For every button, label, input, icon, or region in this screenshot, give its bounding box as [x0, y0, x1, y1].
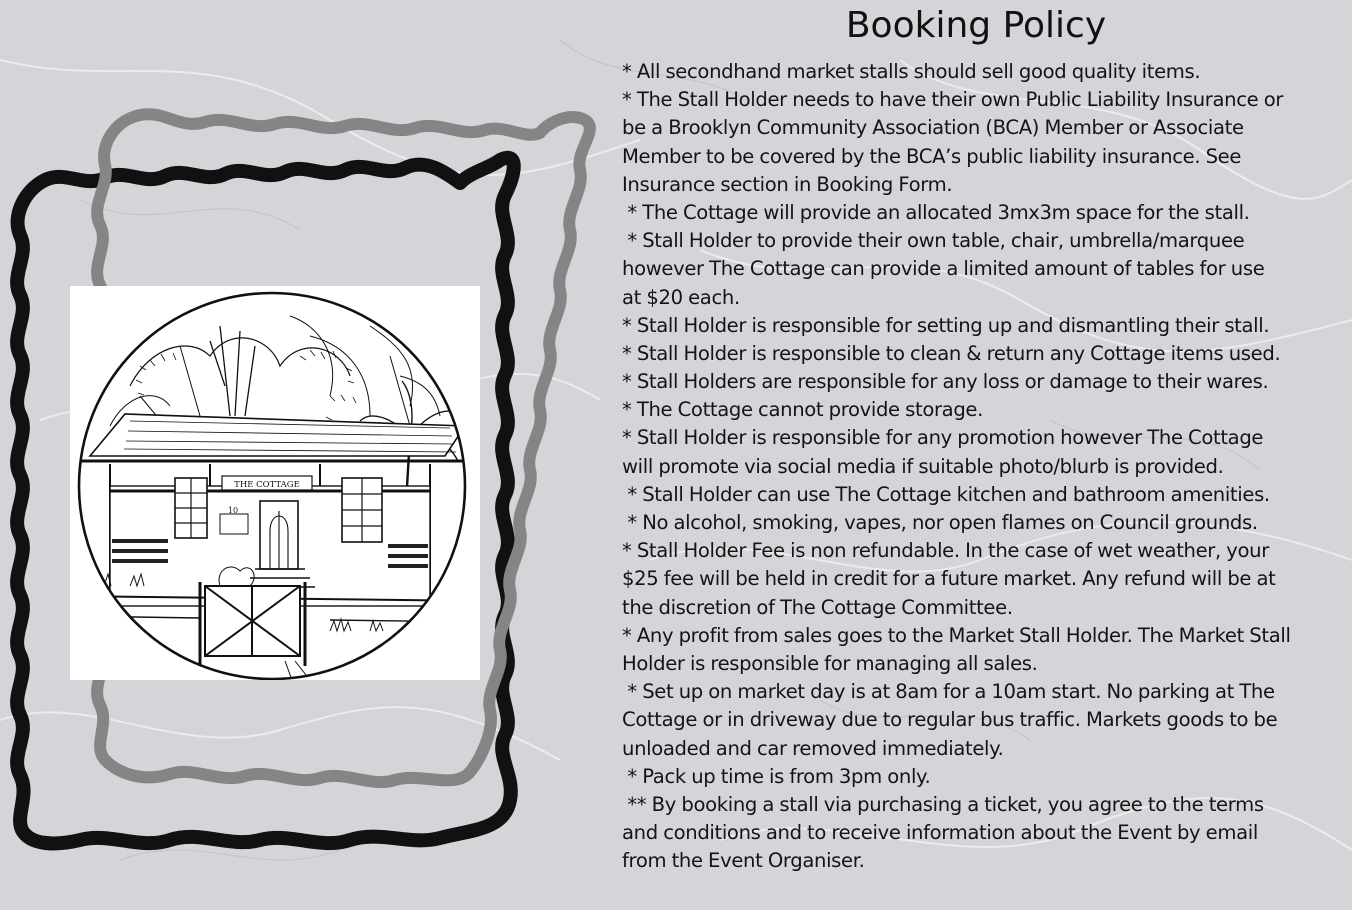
- policy-line: Holder is responsible for managing all sales.: [622, 651, 1038, 675]
- policy-line: the discretion of The Cottage Committee.: [622, 595, 1013, 619]
- policy-line: $25 fee will be held in credit for a future market. Any refund will be at: [622, 567, 1276, 591]
- policy-line: * Stall Holder to provide their own table, chair, umbrella/marquee: [622, 229, 1245, 253]
- policy-line: Insurance section in Booking Form.: [622, 172, 953, 196]
- policy-line: * Stall Holder is responsible for any promotion however The Cottage: [622, 426, 1264, 450]
- policy-line: Cottage or in driveway due to regular bus traffic. Markets goods to be: [622, 708, 1278, 732]
- policy-line: * Stall Holder is responsible to clean & return any Cottage items used.: [622, 341, 1281, 365]
- cottage-photo: [70, 286, 480, 680]
- cottage-sign: THE COTTAGE: [234, 480, 300, 490]
- policy-line: * The Cottage will provide an allocated 3mx3m space for the stall.: [622, 200, 1250, 224]
- policy-line: ** By booking a stall via purchasing a ticket, you agree to the terms: [622, 792, 1264, 816]
- page-title: Booking Policy: [845, 5, 1107, 46]
- policy-line: * No alcohol, smoking, vapes, nor open flames on Council grounds.: [622, 511, 1258, 534]
- house-number: 10: [227, 506, 239, 515]
- policy-line: unloaded and car removed immediately.: [622, 736, 1004, 760]
- policy-line: * Stall Holder is responsible for setting up and dismantling their stall.: [622, 313, 1270, 337]
- policy-line: * Pack up time is from 3pm only.: [622, 764, 931, 788]
- policy-line: * Any profit from sales goes to the Market Stall Holder. The Market Stall: [622, 623, 1291, 647]
- policy-line: * All secondhand market stalls should sell good quality items.: [622, 60, 1201, 83]
- policy-line: at $20 each.: [622, 285, 740, 309]
- policy-line: Member to be covered by the BCA’s public liability insurance. See: [622, 144, 1242, 168]
- policy-text: [622, 58, 1350, 875]
- policy-line: be a Brooklyn Community Association (BCA) Member or Associate: [622, 116, 1244, 140]
- policy-line: will promote via social media if suitable photo/blurb is provided.: [622, 454, 1224, 478]
- cottage-drawing-icon: [70, 286, 480, 680]
- policy-line: * Set up on market day is at 8am for a 10am start. No parking at The: [622, 680, 1275, 704]
- policy-line: * Stall Holders are responsible for any loss or damage to their wares.: [622, 370, 1269, 394]
- policy-line: * The Stall Holder needs to have their own Public Liability Insurance or: [622, 88, 1284, 112]
- policy-line: from the Event Organiser.: [622, 849, 865, 873]
- policy-line: * The Cottage cannot provide storage.: [622, 398, 983, 422]
- policy-line: * Stall Holder Fee is non refundable. In the case of wet weather, your: [622, 539, 1269, 563]
- policy-line: and conditions and to receive information about the Event by email: [622, 821, 1258, 845]
- policy-line: * Stall Holder can use The Cottage kitchen and bathroom amenities.: [622, 482, 1270, 506]
- policy-line: however The Cottage can provide a limited amount of tables for use: [622, 257, 1265, 281]
